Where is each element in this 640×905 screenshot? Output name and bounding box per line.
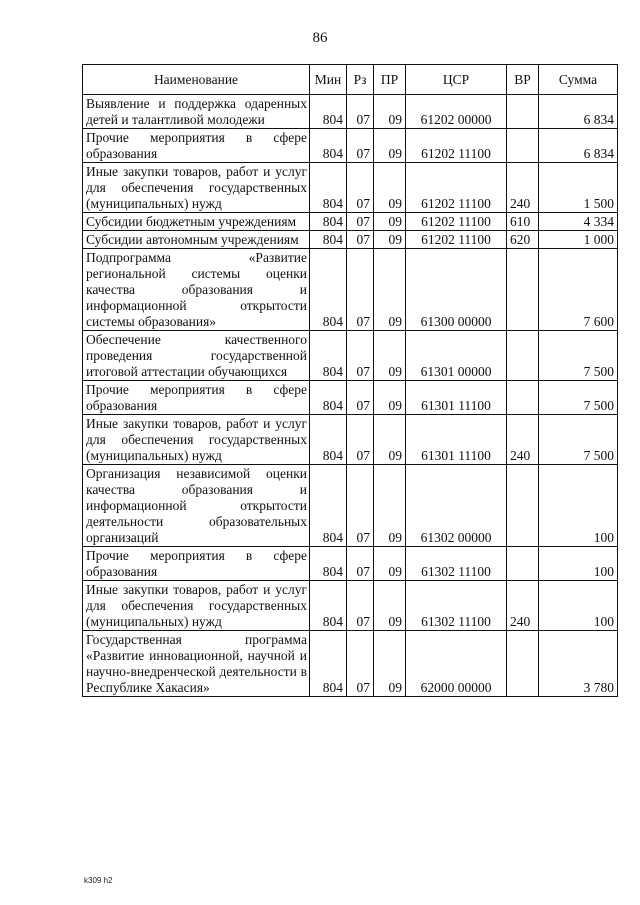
row-name: Выявление и поддержка одаренных детей и талантливой молодежи xyxy=(83,95,310,129)
row-name: Иные закупки товаров, работ и услуг для обеспечения государственных (муниципальных) нужд xyxy=(83,415,310,465)
row-vr: 610 xyxy=(507,213,539,231)
row-vr xyxy=(507,249,539,331)
header-sum: Сумма xyxy=(539,65,618,95)
row-min: 804 xyxy=(310,465,347,547)
table-row xyxy=(83,95,618,129)
table-row xyxy=(83,547,618,581)
row-pr: 09 xyxy=(374,129,406,163)
row-rz: 07 xyxy=(347,249,374,331)
row-pr: 09 xyxy=(374,381,406,415)
row-vr: 620 xyxy=(507,231,539,249)
row-csr: 61301 11100 xyxy=(406,415,507,465)
row-name: Субсидии автономным учреждениям xyxy=(83,231,310,249)
row-pr: 09 xyxy=(374,581,406,631)
row-min: 804 xyxy=(310,581,347,631)
header-name: Наименование xyxy=(83,65,310,95)
table-row xyxy=(83,415,618,465)
row-pr: 09 xyxy=(374,415,406,465)
row-sum: 7 500 xyxy=(539,381,618,415)
row-vr xyxy=(507,547,539,581)
header-csr: ЦСР xyxy=(406,65,507,95)
row-min: 804 xyxy=(310,631,347,697)
row-min: 804 xyxy=(310,95,347,129)
row-rz: 07 xyxy=(347,581,374,631)
table-row xyxy=(83,631,618,697)
row-sum: 1 000 xyxy=(539,231,618,249)
row-rz: 07 xyxy=(347,213,374,231)
row-vr: 240 xyxy=(507,415,539,465)
row-csr: 61301 00000 xyxy=(406,331,507,381)
row-name: Организация независимой оценки качества образования и информационной открытости деятельности образовательных организаций xyxy=(83,465,310,547)
row-name: Прочие мероприятия в сфере образования xyxy=(83,547,310,581)
row-vr xyxy=(507,465,539,547)
row-pr: 09 xyxy=(374,631,406,697)
row-rz: 07 xyxy=(347,415,374,465)
header-pr: ПР xyxy=(374,65,406,95)
budget-table xyxy=(82,64,618,697)
row-min: 804 xyxy=(310,381,347,415)
row-pr: 09 xyxy=(374,213,406,231)
row-pr: 09 xyxy=(374,331,406,381)
row-rz: 07 xyxy=(347,129,374,163)
row-vr: 240 xyxy=(507,581,539,631)
row-name: Обеспечение качественного проведения государственной итоговой аттестации обучающихся xyxy=(83,331,310,381)
table-header-row xyxy=(83,65,618,95)
row-rz: 07 xyxy=(347,631,374,697)
row-sum: 6 834 xyxy=(539,129,618,163)
row-sum: 4 334 xyxy=(539,213,618,231)
row-csr: 61202 00000 xyxy=(406,95,507,129)
row-sum: 7 500 xyxy=(539,331,618,381)
row-csr: 61202 11100 xyxy=(406,231,507,249)
table-row xyxy=(83,381,618,415)
row-csr: 61302 00000 xyxy=(406,465,507,547)
row-rz: 07 xyxy=(347,381,374,415)
table-row xyxy=(83,249,618,331)
row-pr: 09 xyxy=(374,95,406,129)
row-name: Прочие мероприятия в сфере образования xyxy=(83,129,310,163)
row-rz: 07 xyxy=(347,95,374,129)
row-vr xyxy=(507,381,539,415)
row-min: 804 xyxy=(310,231,347,249)
row-csr: 61302 11100 xyxy=(406,547,507,581)
row-sum: 100 xyxy=(539,547,618,581)
row-name: Прочие мероприятия в сфере образования xyxy=(83,381,310,415)
row-sum: 6 834 xyxy=(539,95,618,129)
row-pr: 09 xyxy=(374,465,406,547)
row-csr: 61202 11100 xyxy=(406,163,507,213)
row-pr: 09 xyxy=(374,163,406,213)
row-min: 804 xyxy=(310,547,347,581)
row-name: Субсидии бюджетным учреждениям xyxy=(83,213,310,231)
row-pr: 09 xyxy=(374,547,406,581)
row-sum: 7 600 xyxy=(539,249,618,331)
table-row xyxy=(83,213,618,231)
table-row xyxy=(83,331,618,381)
row-name: Иные закупки товаров, работ и услуг для обеспечения государственных (муниципальных) нужд xyxy=(83,581,310,631)
row-name: Подпрограмма «Развитие региональной системы оценки качества образования и информационной открытости системы образования» xyxy=(83,249,310,331)
row-vr: 240 xyxy=(507,163,539,213)
row-rz: 07 xyxy=(347,465,374,547)
row-vr xyxy=(507,95,539,129)
row-sum: 100 xyxy=(539,465,618,547)
row-vr xyxy=(507,129,539,163)
row-csr: 61302 11100 xyxy=(406,581,507,631)
row-sum: 100 xyxy=(539,581,618,631)
table-row xyxy=(83,465,618,547)
page-number: 86 xyxy=(312,30,328,46)
header-min: Мин xyxy=(310,65,347,95)
row-rz: 07 xyxy=(347,331,374,381)
row-vr xyxy=(507,631,539,697)
row-csr: 61300 00000 xyxy=(406,249,507,331)
row-sum: 7 500 xyxy=(539,415,618,465)
table-row xyxy=(83,163,618,213)
row-min: 804 xyxy=(310,331,347,381)
row-rz: 07 xyxy=(347,231,374,249)
row-pr: 09 xyxy=(374,231,406,249)
row-csr: 61202 11100 xyxy=(406,213,507,231)
row-sum: 1 500 xyxy=(539,163,618,213)
row-min: 804 xyxy=(310,415,347,465)
row-sum: 3 780 xyxy=(539,631,618,697)
row-min: 804 xyxy=(310,213,347,231)
header-rz: Рз xyxy=(347,65,374,95)
row-vr xyxy=(507,331,539,381)
row-rz: 07 xyxy=(347,163,374,213)
table-row xyxy=(83,231,618,249)
table-row xyxy=(83,129,618,163)
row-name: Иные закупки товаров, работ и услуг для обеспечения государственных (муниципальных) нужд xyxy=(83,163,310,213)
row-min: 804 xyxy=(310,163,347,213)
row-csr: 61202 11100 xyxy=(406,129,507,163)
row-min: 804 xyxy=(310,249,347,331)
row-name: Государственная программа «Развитие инновационной, научной и научно-внедренческой деятельности в Республике Хакасия» xyxy=(83,631,310,697)
header-vr: ВР xyxy=(507,65,539,95)
row-rz: 07 xyxy=(347,547,374,581)
table-row xyxy=(83,581,618,631)
row-pr: 09 xyxy=(374,249,406,331)
footer-code: k309 h2 xyxy=(84,876,113,885)
row-csr: 61301 11100 xyxy=(406,381,507,415)
row-csr: 62000 00000 xyxy=(406,631,507,697)
row-min: 804 xyxy=(310,129,347,163)
